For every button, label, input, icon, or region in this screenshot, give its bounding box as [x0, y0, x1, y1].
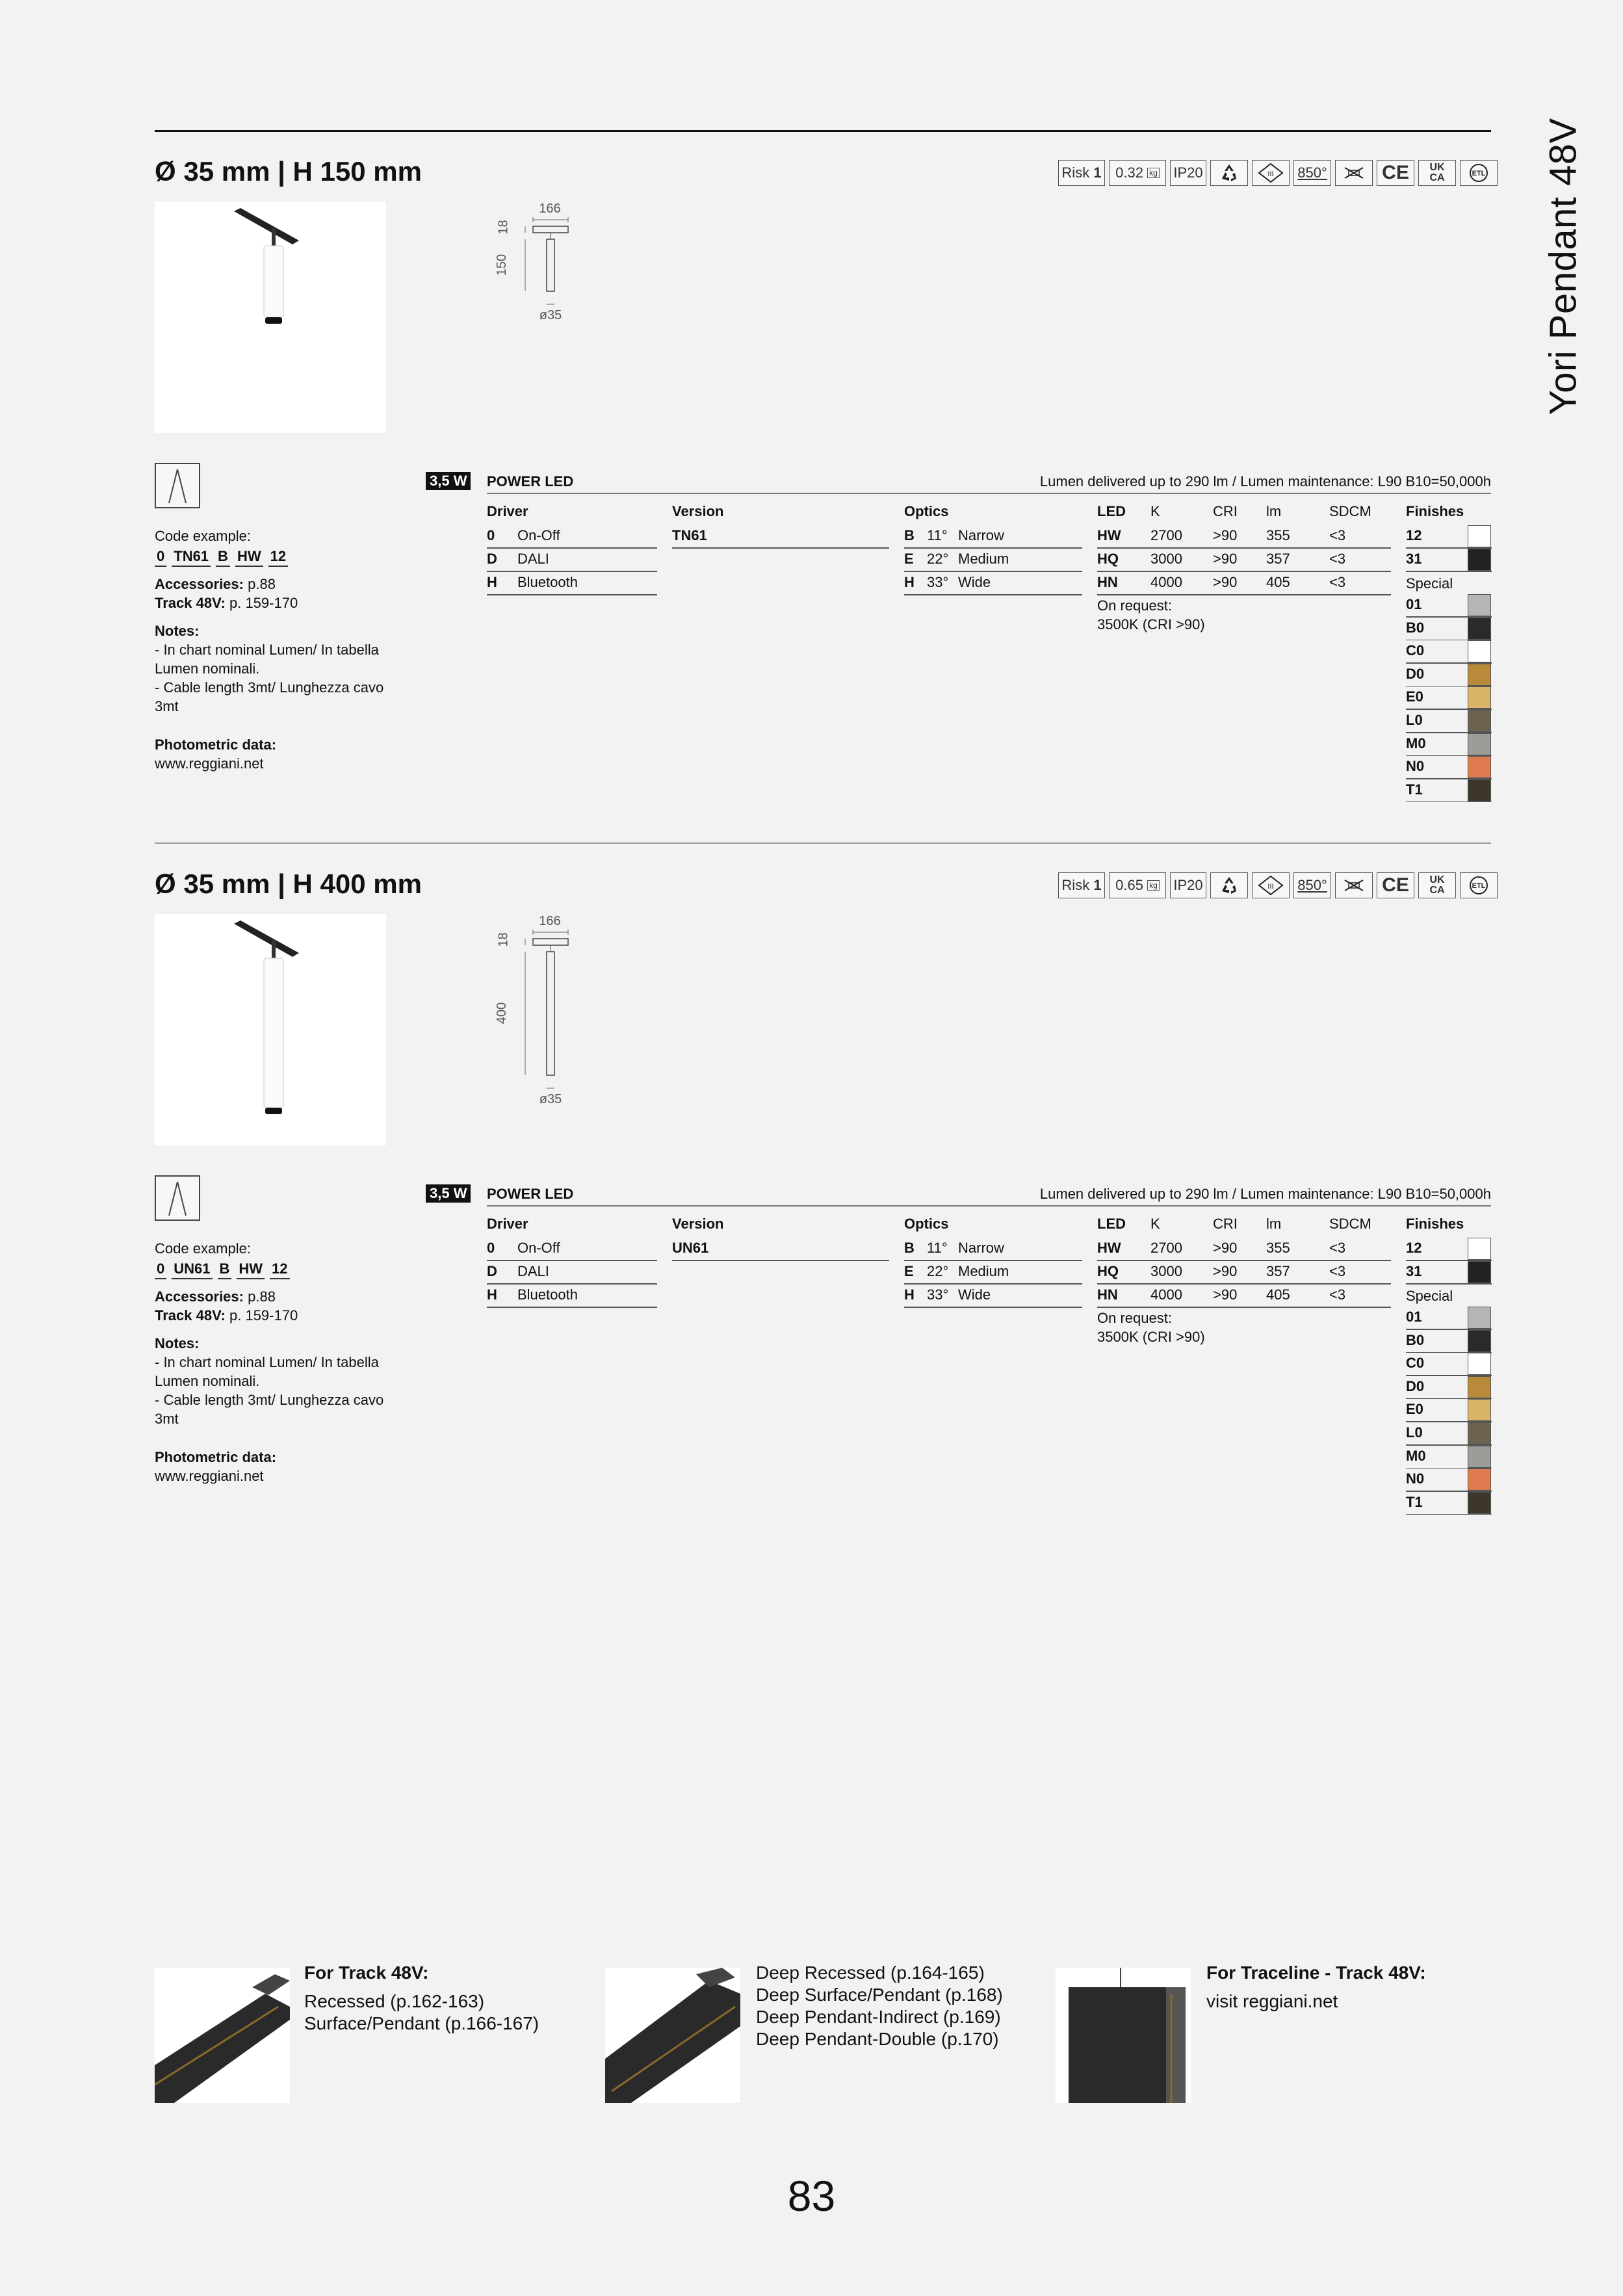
optic-angle: 33°	[927, 574, 949, 590]
led-underline	[1097, 571, 1391, 572]
col-header-finishes: Finishes	[1406, 1216, 1464, 1232]
traceline-photo	[1056, 1968, 1191, 2103]
driver-underline	[487, 1307, 657, 1308]
finish-swatch	[1468, 686, 1491, 709]
finish-swatch	[1468, 1446, 1491, 1468]
led-cri: >90	[1213, 1240, 1238, 1256]
driver-name: On-Off	[517, 527, 560, 543]
driver-row: D	[487, 551, 497, 567]
lumen-info: Lumen delivered up to 290 lm / Lumen maintenance: L90 B10=50,000h	[1039, 1186, 1491, 1202]
finish-underline	[1406, 802, 1492, 803]
finish-swatch	[1468, 710, 1491, 732]
finish-swatch	[1468, 756, 1491, 778]
finish-underline	[1406, 571, 1492, 572]
led-k: 3000	[1150, 551, 1182, 567]
finish-swatch	[1468, 1492, 1491, 1514]
optic-name: Medium	[958, 1263, 1009, 1279]
track-48v-photo	[155, 1968, 290, 2103]
footer-col2: Deep Recessed (p.164-165) Deep Surface/Pendant (p.168) Deep Pendant-Indirect (p.169) Deep Pendant-Double (p.170)	[756, 1963, 1003, 2049]
etl-mark-icon	[1460, 872, 1498, 898]
risk-badge: Risk 1	[1058, 872, 1105, 898]
deep-track-photo	[605, 1968, 740, 2103]
optic-angle: 11°	[927, 1240, 948, 1256]
col-header-finishes: Finishes	[1406, 503, 1464, 519]
finish-code: C0	[1406, 642, 1425, 659]
optic-name: Narrow	[958, 527, 1004, 543]
led-lm: 405	[1266, 1286, 1290, 1303]
optic-code: H	[904, 574, 915, 590]
col-header-version: Version	[672, 1216, 724, 1232]
finish-code: 31	[1406, 551, 1422, 567]
led-cri: >90	[1213, 1286, 1238, 1303]
driver-name: DALI	[517, 1263, 549, 1279]
driver-name: Bluetooth	[517, 1286, 578, 1303]
technical-drawing	[481, 914, 624, 1138]
product-photo	[155, 914, 386, 1145]
col-header-lm: lm	[1266, 503, 1282, 519]
led-lm: 355	[1266, 1240, 1290, 1256]
led-cri: >90	[1213, 527, 1238, 543]
version-code: UN61	[672, 1240, 709, 1256]
driver-underline	[487, 1260, 657, 1261]
finish-swatch	[1468, 1399, 1491, 1421]
class-iii-icon	[1252, 872, 1290, 898]
col-header-led: LED	[1097, 1216, 1126, 1232]
version-code: TN61	[672, 527, 707, 543]
dim-width: 166	[539, 202, 561, 216]
optic-name: Wide	[958, 1286, 991, 1303]
on-request: On request:	[1097, 1310, 1172, 1326]
led-underline	[1097, 1283, 1391, 1285]
led-lm: 357	[1266, 1263, 1290, 1279]
footer-col3: For Traceline - Track 48V: visit reggiani.net	[1206, 1963, 1426, 2011]
dim-track: 18	[496, 932, 511, 947]
dim-height: 400	[495, 1002, 510, 1024]
finish-code: 01	[1406, 596, 1422, 612]
finish-underline	[1406, 1283, 1492, 1285]
optic-underline	[904, 1307, 1082, 1308]
finish-swatch	[1468, 1376, 1491, 1398]
led-sdcm: <3	[1329, 551, 1346, 567]
finish-swatch	[1468, 1353, 1491, 1375]
led-underline	[1097, 1260, 1391, 1261]
led-cri: >90	[1213, 574, 1238, 590]
finish-swatch	[1468, 1422, 1491, 1444]
optic-underline	[904, 594, 1082, 595]
led-k: 2700	[1150, 527, 1182, 543]
led-underline	[1097, 547, 1391, 549]
optic-code: E	[904, 551, 914, 567]
finish-code: 12	[1406, 527, 1422, 543]
finish-swatch	[1468, 1330, 1491, 1352]
beam-angle-icon	[155, 1175, 200, 1221]
temp-badge: 850°	[1293, 160, 1331, 186]
led-code: HN	[1097, 574, 1118, 590]
version-underline	[672, 547, 889, 549]
led-lm: 355	[1266, 527, 1290, 543]
finish-swatch	[1468, 640, 1491, 662]
finish-swatch	[1468, 1261, 1491, 1283]
finish-code: C0	[1406, 1355, 1425, 1372]
optic-name: Wide	[958, 574, 991, 590]
no-cover-icon	[1335, 160, 1373, 186]
optic-angle: 33°	[927, 1286, 949, 1303]
ip-badge: IP20	[1170, 160, 1206, 186]
led-sdcm: <3	[1329, 527, 1346, 543]
led-underline	[1097, 1307, 1391, 1308]
finish-code: D0	[1406, 1377, 1425, 1394]
finish-swatch	[1468, 1307, 1491, 1329]
on-request-detail: 3500K (CRI >90)	[1097, 1329, 1205, 1345]
col-header-lm: lm	[1266, 1216, 1282, 1232]
special-label: Special	[1406, 1288, 1453, 1304]
finish-code: T1	[1406, 1493, 1423, 1510]
finish-code: N0	[1406, 758, 1425, 775]
class-iii-icon	[1252, 160, 1290, 186]
finish-code: M0	[1406, 735, 1426, 751]
weight-badge: 0.65 kg	[1109, 872, 1166, 898]
ukca-mark-icon: UK CA	[1418, 160, 1456, 186]
finish-code: M0	[1406, 1447, 1426, 1464]
svg-text:ETL: ETL	[1472, 170, 1486, 177]
top-rule	[155, 130, 1491, 132]
driver-underline	[487, 571, 657, 572]
ukca-mark-icon: UK CA	[1418, 872, 1456, 898]
led-k: 4000	[1150, 1286, 1182, 1303]
finish-code: N0	[1406, 1470, 1425, 1487]
col-header-version: Version	[672, 503, 724, 519]
code-example: 0 UN61 B HW 12	[155, 1259, 389, 1279]
etl-mark-icon	[1460, 160, 1498, 186]
led-code: HQ	[1097, 1263, 1119, 1279]
on-request: On request:	[1097, 597, 1172, 614]
dim-width: 166	[539, 914, 561, 928]
table-rule	[487, 493, 1491, 494]
optic-name: Narrow	[958, 1240, 1004, 1256]
beam-angle-icon	[155, 463, 200, 508]
recycle-icon	[1210, 160, 1248, 186]
finish-code: B0	[1406, 619, 1425, 636]
led-sdcm: <3	[1329, 1263, 1346, 1279]
col-header-sdcm: SDCM	[1329, 503, 1371, 519]
driver-row: H	[487, 574, 497, 590]
driver-row: 0	[487, 1240, 495, 1256]
led-k: 2700	[1150, 1240, 1182, 1256]
driver-row: H	[487, 1286, 497, 1303]
finish-code: T1	[1406, 781, 1423, 798]
finish-swatch	[1468, 594, 1491, 616]
page-number: 83	[787, 2172, 836, 2220]
optic-angle: 22°	[927, 551, 949, 567]
finish-swatch	[1468, 779, 1491, 802]
finish-swatch	[1468, 733, 1491, 755]
col-header-sdcm: SDCM	[1329, 1216, 1371, 1232]
finish-code: E0	[1406, 1401, 1423, 1418]
cert-icons	[1058, 872, 1498, 900]
finish-code: D0	[1406, 665, 1425, 682]
table-rule	[487, 1205, 1491, 1207]
driver-name: On-Off	[517, 1240, 560, 1256]
finish-swatch	[1468, 664, 1491, 686]
optic-name: Medium	[958, 551, 1009, 567]
optic-angle: 22°	[927, 1263, 949, 1279]
finish-code: 31	[1406, 1263, 1422, 1279]
no-cover-icon	[1335, 872, 1373, 898]
led-code: HN	[1097, 1286, 1118, 1303]
finish-code: 12	[1406, 1240, 1422, 1256]
driver-underline	[487, 1283, 657, 1285]
driver-underline	[487, 547, 657, 549]
side-title: Yori Pendant 48V	[1542, 118, 1585, 415]
optic-underline	[904, 1283, 1082, 1285]
product-info: Code example: 0 UN61 B HW 12 Accessories: p.88 Track 48V: p. 159-170 Notes: - In chart nominal Lumen/ In tabella Lumen nominali. - Cable length 3mt/ Lunghezza cavo 3mt Photometric data: www.reggiani.net	[155, 1239, 389, 1485]
svg-text:ETL: ETL	[1472, 882, 1486, 890]
product-photo	[155, 202, 386, 433]
led-sdcm: <3	[1329, 1240, 1346, 1256]
optic-underline	[904, 1260, 1082, 1261]
driver-underline	[487, 594, 657, 595]
optic-underline	[904, 547, 1082, 549]
driver-name: DALI	[517, 551, 549, 567]
svg-text:III: III	[1267, 883, 1274, 891]
finish-code: L0	[1406, 712, 1423, 728]
col-header-led: LED	[1097, 503, 1126, 519]
dim-diameter: ø35	[539, 308, 562, 322]
finish-underline	[1406, 1514, 1492, 1515]
temp-badge: 850°	[1293, 872, 1331, 898]
col-header-driver: Driver	[487, 1216, 528, 1232]
col-header-optics: Optics	[904, 503, 949, 519]
technical-drawing	[481, 202, 624, 354]
led-lm: 357	[1266, 551, 1290, 567]
led-cri: >90	[1213, 551, 1238, 567]
finish-swatch	[1468, 525, 1491, 547]
col-header-optics: Optics	[904, 1216, 949, 1232]
risk-badge: Risk 1	[1058, 160, 1105, 186]
finish-code: 01	[1406, 1309, 1422, 1325]
section-title: Ø 35 mm | H 400 mm	[155, 868, 422, 899]
section-divider	[155, 842, 1491, 844]
code-example: 0 TN61 B HW 12	[155, 547, 389, 567]
led-k: 3000	[1150, 1263, 1182, 1279]
wattage-badge: 3,5 W	[426, 1184, 471, 1203]
col-header-k: K	[1150, 1216, 1160, 1232]
power-label: POWER LED	[487, 1186, 574, 1202]
col-header-driver: Driver	[487, 503, 528, 519]
svg-text:III: III	[1267, 170, 1274, 178]
dim-height: 150	[495, 254, 510, 276]
product-info: Code example: 0 TN61 B HW 12 Accessories: p.88 Track 48V: p. 159-170 Notes: - In chart nominal Lumen/ In tabella Lumen nominali. - Cable length 3mt/ Lunghezza cavo 3mt Photometric data: www.reggiani.net	[155, 527, 389, 773]
optic-angle: 11°	[927, 527, 948, 543]
finish-swatch	[1468, 549, 1491, 571]
led-underline	[1097, 594, 1391, 595]
section-title: Ø 35 mm | H 150 mm	[155, 156, 422, 187]
optic-code: H	[904, 1286, 915, 1303]
finish-swatch	[1468, 1468, 1491, 1491]
col-header-k: K	[1150, 503, 1160, 519]
finish-swatch	[1468, 618, 1491, 640]
special-label: Special	[1406, 575, 1453, 592]
finish-code: L0	[1406, 1424, 1423, 1441]
led-lm: 405	[1266, 574, 1290, 590]
led-code: HQ	[1097, 551, 1119, 567]
lumen-info: Lumen delivered up to 290 lm / Lumen maintenance: L90 B10=50,000h	[1039, 473, 1491, 489]
power-label: POWER LED	[487, 473, 574, 489]
optic-code: B	[904, 1240, 915, 1256]
driver-row: D	[487, 1263, 497, 1279]
optic-code: E	[904, 1263, 914, 1279]
cert-icons	[1058, 160, 1498, 187]
ip-badge: IP20	[1170, 872, 1206, 898]
footer-col1: For Track 48V: Recessed (p.162-163) Surface/Pendant (p.166-167)	[304, 1963, 539, 2033]
recycle-icon	[1210, 872, 1248, 898]
weight-badge: 0.32 kg	[1109, 160, 1166, 186]
ce-mark-icon: CE	[1377, 160, 1414, 186]
optic-code: B	[904, 527, 915, 543]
dim-track: 18	[496, 220, 511, 235]
optic-underline	[904, 571, 1082, 572]
finish-code: B0	[1406, 1331, 1425, 1348]
led-sdcm: <3	[1329, 1286, 1346, 1303]
dim-diameter: ø35	[539, 1092, 562, 1106]
finish-code: E0	[1406, 688, 1423, 705]
driver-row: 0	[487, 527, 495, 543]
driver-name: Bluetooth	[517, 574, 578, 590]
led-code: HW	[1097, 527, 1121, 543]
finish-swatch	[1468, 1238, 1491, 1260]
col-header-cri: CRI	[1213, 503, 1238, 519]
col-header-cri: CRI	[1213, 1216, 1238, 1232]
on-request-detail: 3500K (CRI >90)	[1097, 616, 1205, 633]
led-code: HW	[1097, 1240, 1121, 1256]
led-k: 4000	[1150, 574, 1182, 590]
ce-mark-icon: CE	[1377, 872, 1414, 898]
led-cri: >90	[1213, 1263, 1238, 1279]
led-sdcm: <3	[1329, 574, 1346, 590]
wattage-badge: 3,5 W	[426, 472, 471, 490]
version-underline	[672, 1260, 889, 1261]
